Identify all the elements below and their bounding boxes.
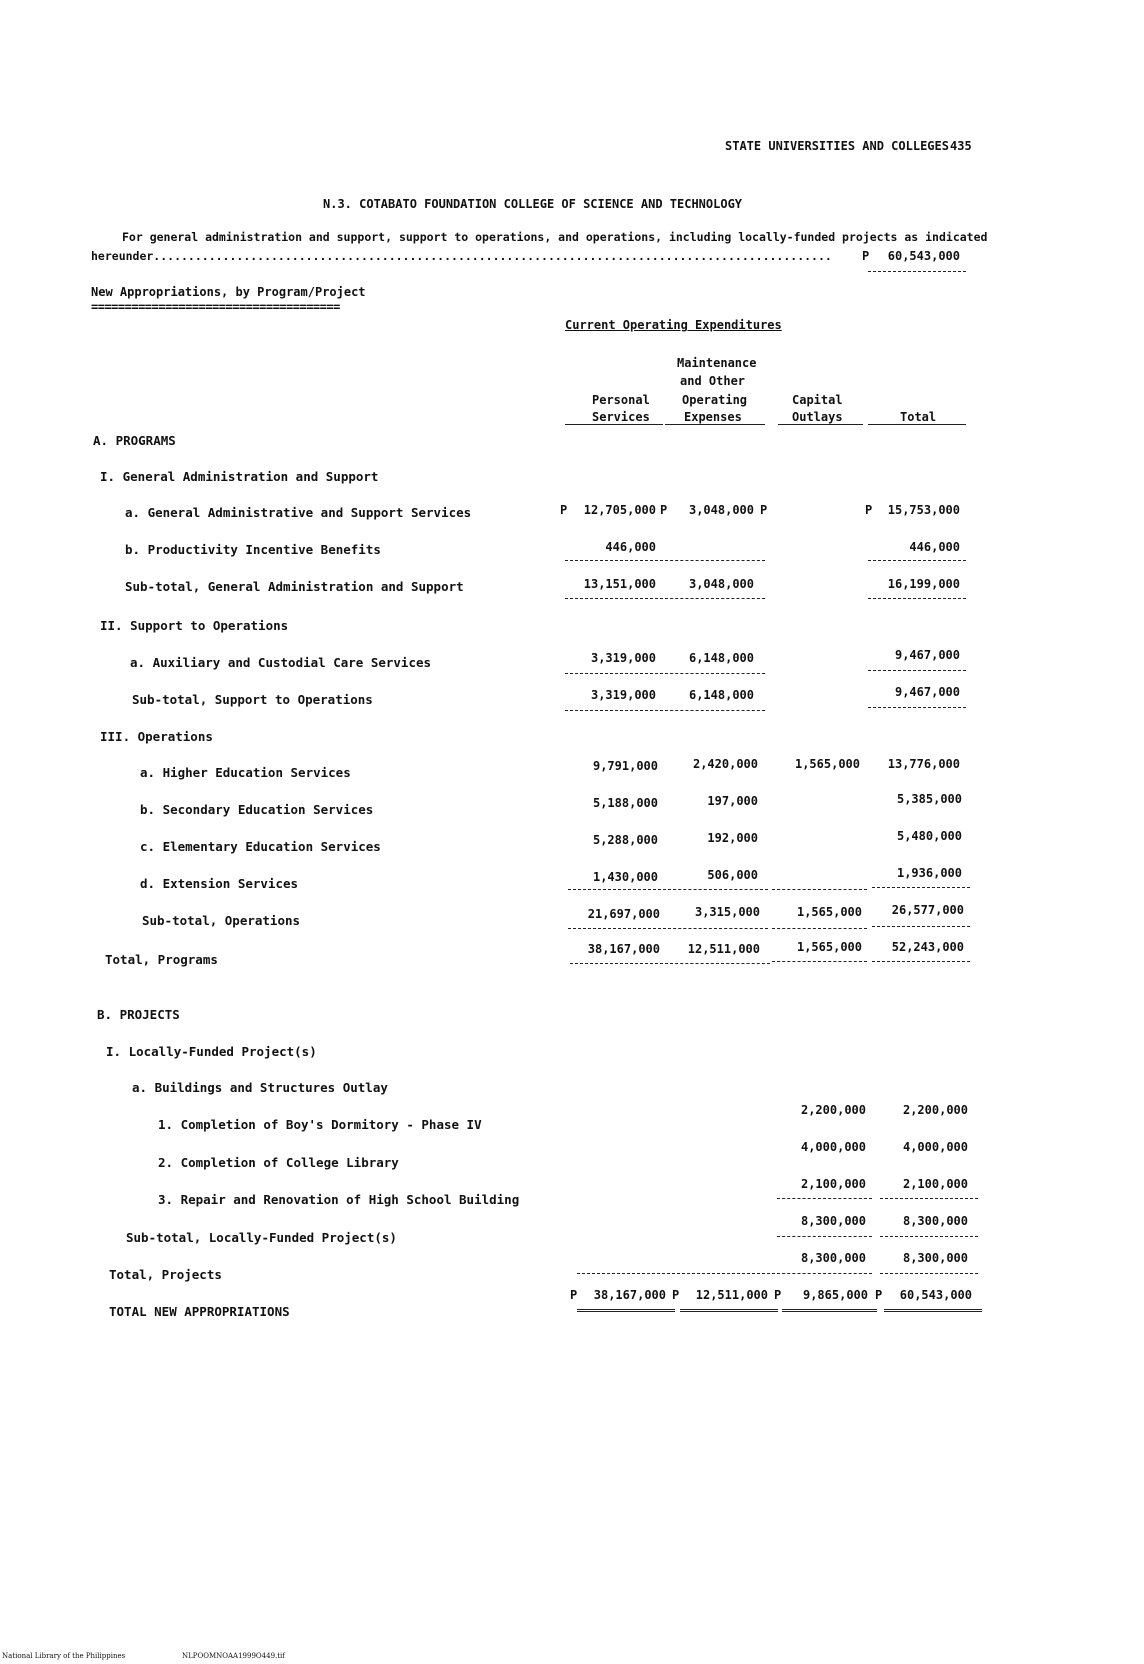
project-item-1-label: 1. Completion of Boy's Dormitory - Phase IV xyxy=(158,1117,482,1132)
sto-a-rule-total xyxy=(868,670,966,671)
gas-a-mooe: 3,048,000 xyxy=(688,503,754,517)
programs-heading: A. PROGRAMS xyxy=(93,433,176,448)
ops-c-total: 5,480,000 xyxy=(896,829,962,843)
projects-sub-rule-total xyxy=(880,1236,978,1237)
page-number: 435 xyxy=(950,139,972,153)
col-personal-rule xyxy=(565,424,663,425)
col-mooe-line1: Maintenance xyxy=(677,356,757,370)
grand-total-peso-3: P xyxy=(774,1288,782,1302)
ops-b-total: 5,385,000 xyxy=(896,792,962,806)
sto-subtotal-mooe: 6,148,000 xyxy=(688,688,754,702)
ops-sub-rule-mooe xyxy=(668,928,768,929)
ops-a-total: 13,776,000 xyxy=(887,757,960,771)
projects-subtotal-label: Sub-total, Locally-Funded Project(s) xyxy=(126,1230,397,1245)
programs-total-rule-total xyxy=(872,961,970,962)
sto-a-label: a. Auxiliary and Custodial Care Services xyxy=(130,655,432,670)
sto-a-rule-mooe xyxy=(665,673,765,674)
ops-b-personal: 5,188,000 xyxy=(592,796,658,810)
gas-a-peso-1: P xyxy=(560,503,568,517)
ops-c-personal: 5,288,000 xyxy=(592,833,658,847)
gas-a-peso-2: P xyxy=(660,503,668,517)
programs-total-label: Total, Programs xyxy=(105,952,218,967)
gas-a-peso-4: P xyxy=(865,503,873,517)
sto-a-rule-personal xyxy=(565,673,663,674)
grand-total-peso-4: P xyxy=(875,1288,883,1302)
new-appropriations-underline: ===================================== xyxy=(91,300,340,314)
agency-title: N.3. COTABATO FOUNDATION COLLEGE OF SCIENCE AND TECHNOLOGY xyxy=(323,197,743,211)
gas-a-peso-3: P xyxy=(760,503,768,517)
projects-total-rule-capital xyxy=(777,1273,872,1274)
projects-subtotal-total: 8,300,000 xyxy=(902,1214,968,1228)
sto-sub-rule-personal xyxy=(565,710,663,711)
col-personal-line1: Personal xyxy=(592,393,650,407)
new-appropriations-title: New Appropriations, by Program/Project xyxy=(91,285,366,299)
gas-b-total: 446,000 xyxy=(909,540,960,554)
col-mooe-line2: and Other xyxy=(680,374,746,388)
gas-subtotal-mooe: 3,048,000 xyxy=(688,577,754,591)
col-capital-rule xyxy=(778,424,863,425)
intro-amount-rule xyxy=(868,271,966,272)
gas-b-rule-mooe xyxy=(665,560,765,561)
grand-total-label: TOTAL NEW APPROPRIATIONS xyxy=(109,1304,290,1319)
project-item-2-capital: 4,000,000 xyxy=(800,1140,866,1154)
col-total: Total xyxy=(900,410,937,424)
gas-subtotal-total: 16,199,000 xyxy=(887,577,960,591)
gas-b-rule-personal xyxy=(565,560,663,561)
col-capital-line1: Capital xyxy=(792,393,843,407)
ops-c-mooe: 192,000 xyxy=(707,831,758,845)
sto-a-total: 9,467,000 xyxy=(894,648,960,662)
bso-heading: a. Buildings and Structures Outlay xyxy=(132,1080,388,1095)
project-item-3-rule-total xyxy=(880,1198,978,1199)
ops-c-label: c. Elementary Education Services xyxy=(140,839,381,854)
ops-subtotal-label: Sub-total, Operations xyxy=(142,913,301,928)
sto-sub-rule-mooe xyxy=(665,710,765,711)
project-item-2-total: 4,000,000 xyxy=(902,1140,968,1154)
ops-d-rule-capital xyxy=(772,889,867,890)
col-total-rule xyxy=(868,424,966,425)
ops-a-mooe: 2,420,000 xyxy=(692,757,758,771)
col-personal-line2: Services xyxy=(592,410,650,424)
gas-subtotal-personal: 13,151,000 xyxy=(583,577,656,591)
ops-d-rule-personal xyxy=(568,889,666,890)
projects-subtotal-capital: 8,300,000 xyxy=(800,1214,866,1228)
grand-total-rule-mooe xyxy=(680,1309,778,1312)
project-item-3-capital: 2,100,000 xyxy=(800,1177,866,1191)
programs-total-rule-mooe xyxy=(670,963,770,964)
grand-total-capital: 9,865,000 xyxy=(802,1288,868,1302)
sto-subtotal-personal: 3,319,000 xyxy=(590,688,656,702)
sto-a-mooe: 6,148,000 xyxy=(688,651,754,665)
intro-amount: 60,543,000 xyxy=(887,249,960,263)
gas-a-label: a. General Administrative and Support Services xyxy=(125,505,472,520)
programs-total-capital: 1,565,000 xyxy=(796,940,862,954)
running-header-section: STATE UNIVERSITIES AND COLLEGES xyxy=(725,139,949,153)
grand-total-peso-1: P xyxy=(570,1288,578,1302)
lfp-heading: I. Locally-Funded Project(s) xyxy=(106,1044,317,1059)
gas-sub-rule-mooe xyxy=(665,598,765,599)
ops-sub-rule-total xyxy=(872,926,970,927)
grand-total-peso-2: P xyxy=(672,1288,680,1302)
projects-total-rule-personal xyxy=(577,1273,675,1274)
gas-b-personal: 446,000 xyxy=(605,540,656,554)
ops-d-rule-total xyxy=(872,887,970,888)
gas-a-personal: 12,705,000 xyxy=(583,503,656,517)
projects-total-label: Total, Projects xyxy=(109,1267,222,1282)
ops-a-capital: 1,565,000 xyxy=(794,757,860,771)
grand-total-rule-total xyxy=(884,1309,982,1312)
ops-b-label: b. Secondary Education Services xyxy=(140,802,374,817)
sto-a-personal: 3,319,000 xyxy=(590,651,656,665)
col-mooe-line4: Expenses xyxy=(684,410,742,424)
intro-peso-sign: P xyxy=(862,249,870,263)
col-mooe-line3: Operating xyxy=(682,393,748,407)
ops-subtotal-personal: 21,697,000 xyxy=(587,907,660,921)
gas-a-total: 15,753,000 xyxy=(887,503,960,517)
intro-line-1: For general administration and support, support to operations, and operations, including locally-funded projects as indicated xyxy=(122,230,988,244)
projects-total-rule-mooe xyxy=(677,1273,775,1274)
projects-total-capital: 8,300,000 xyxy=(800,1251,866,1265)
ops-d-total: 1,936,000 xyxy=(896,866,962,880)
gas-sub-rule-personal xyxy=(565,598,663,599)
ops-sub-rule-capital xyxy=(772,928,867,929)
ops-subtotal-total: 26,577,000 xyxy=(891,903,964,917)
footer-library: National Library of the Philippines xyxy=(2,1652,126,1660)
sto-subtotal-label: Sub-total, Support to Operations xyxy=(132,692,373,707)
gas-subtotal-label: Sub-total, General Administration and Support xyxy=(125,579,464,594)
grand-total-rule-capital xyxy=(782,1309,877,1312)
col-mooe-rule xyxy=(665,424,765,425)
ops-d-mooe: 506,000 xyxy=(707,868,758,882)
ops-d-personal: 1,430,000 xyxy=(592,870,658,884)
programs-total-rule-personal xyxy=(570,963,668,964)
gas-sub-rule-total xyxy=(868,598,966,599)
project-item-3-total: 2,100,000 xyxy=(902,1177,968,1191)
projects-total-rule-total xyxy=(880,1273,978,1274)
ops-d-label: d. Extension Services xyxy=(140,876,299,891)
programs-total-total: 52,243,000 xyxy=(891,940,964,954)
col-capital-line2: Outlays xyxy=(792,410,843,424)
sto-heading: II. Support to Operations xyxy=(100,618,289,633)
sto-sub-rule-total xyxy=(868,707,966,708)
programs-total-rule-capital xyxy=(772,961,867,962)
projects-sub-rule-capital xyxy=(777,1236,872,1237)
grand-total-mooe: 12,511,000 xyxy=(695,1288,768,1302)
project-item-3-rule-capital xyxy=(777,1198,872,1199)
footer-file: NLPOOMNOAA1999O449.tif xyxy=(182,1652,285,1660)
ops-sub-rule-personal xyxy=(568,928,666,929)
sto-subtotal-total: 9,467,000 xyxy=(894,685,960,699)
project-item-1-capital: 2,200,000 xyxy=(800,1103,866,1117)
ops-heading: III. Operations xyxy=(100,729,213,744)
ops-subtotal-mooe: 3,315,000 xyxy=(694,905,760,919)
ops-a-label: a. Higher Education Services xyxy=(140,765,351,780)
programs-total-personal: 38,167,000 xyxy=(587,942,660,956)
col-group-current-operating: Current Operating Expenditures xyxy=(565,318,782,332)
programs-total-mooe: 12,511,000 xyxy=(687,942,760,956)
gas-b-label: b. Productivity Incentive Benefits xyxy=(125,542,381,557)
ops-subtotal-capital: 1,565,000 xyxy=(796,905,862,919)
ops-d-rule-mooe xyxy=(668,889,768,890)
grand-total-total: 60,543,000 xyxy=(899,1288,972,1302)
project-item-1-total: 2,200,000 xyxy=(902,1103,968,1117)
gas-b-rule-total xyxy=(868,560,966,561)
project-item-3-label: 3. Repair and Renovation of High School Building xyxy=(158,1192,520,1207)
ops-b-mooe: 197,000 xyxy=(707,794,758,808)
ops-a-personal: 9,791,000 xyxy=(592,759,658,773)
gas-heading: I. General Administration and Support xyxy=(100,469,379,484)
grand-total-personal: 38,167,000 xyxy=(593,1288,666,1302)
intro-line-2: hereunder.................................................................................................. xyxy=(91,249,832,263)
projects-heading: B. PROJECTS xyxy=(97,1007,180,1022)
project-item-2-label: 2. Completion of College Library xyxy=(158,1155,399,1170)
grand-total-rule-personal xyxy=(577,1309,675,1312)
projects-total-total: 8,300,000 xyxy=(902,1251,968,1265)
